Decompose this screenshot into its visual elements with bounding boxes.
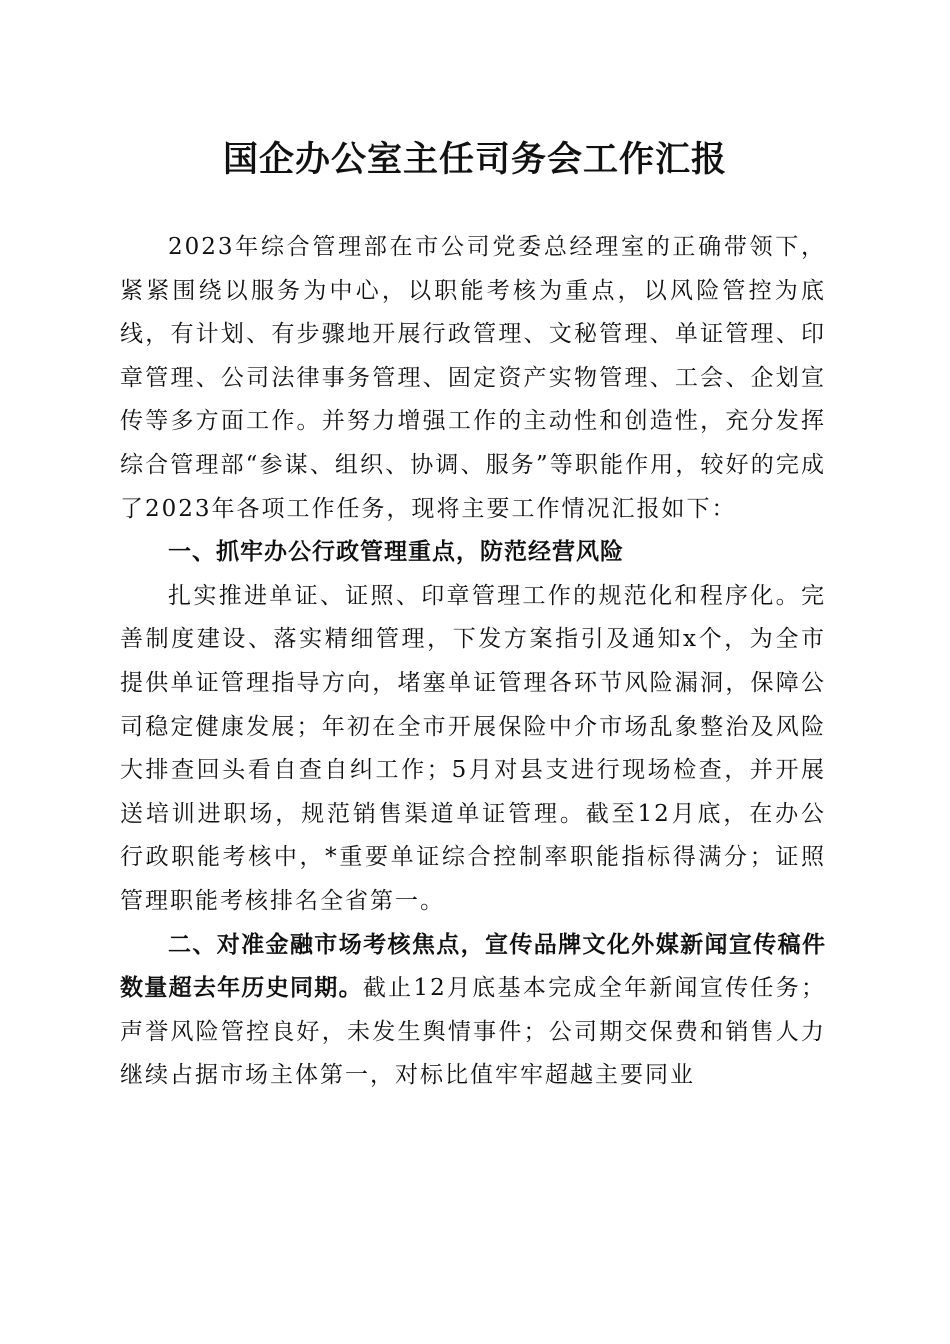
section-2-body: 截止12月底基本完成全年新闻宣传任务；声誉风险管控良好，未发生舆情事件；公司期交保费和销售人力继续占据市场主体第一，对标比值牢牢超越主要同业 bbox=[120, 975, 826, 1089]
section-2-paragraph bbox=[120, 924, 826, 1098]
document-body bbox=[120, 226, 826, 1098]
section-2-lead: 二、对准金融市场考核焦点，宣传品牌文化外媒新闻宣传稿件数量超去年历史同期。 bbox=[120, 931, 826, 1002]
section-1-heading: 一、抓牢办公行政管理重点，防范经营风险 bbox=[168, 539, 624, 566]
intro-paragraph: 2023年综合管理部在市公司党委总经理室的正确带领下，紧紧围绕以服务为中心，以职能考核为重点，以风险管控为底线，有计划、有步骤地开展行政管理、文秘管理、单证管理、印章管理、公司法律事务管理、固定资产实物管理、工会、企划宣传等多方面工作。并努力增强工作的主动性和创造性，充分发挥综合管理部“参谋、组织、协调、服务”等职能作用，较好的完成了2023年各项工作任务，现将主要工作情况汇报如下： bbox=[120, 234, 826, 522]
section-1-paragraph: 扎实推进单证、证照、印章管理工作的规范化和程序化。完善制度建设、落实精细管理，下发方案指引及通知x个，为全市提供单证管理指导方向，堵塞单证管理各环节风险漏洞，保障公司稳定健康发展；年初在全市开展保险中介市场乱象整治及风险大排查回头看自查自纠工作；5月对县支进行现场检查，并开展送培训进职场，规范销售渠道单证管理。截至12月底，在办公行政职能考核中，*重要单证综合控制率职能指标得满分；证照管理职能考核排名全省第一。 bbox=[120, 582, 826, 914]
document-title: 国企办公室主任司务会工作汇报 bbox=[222, 139, 727, 180]
